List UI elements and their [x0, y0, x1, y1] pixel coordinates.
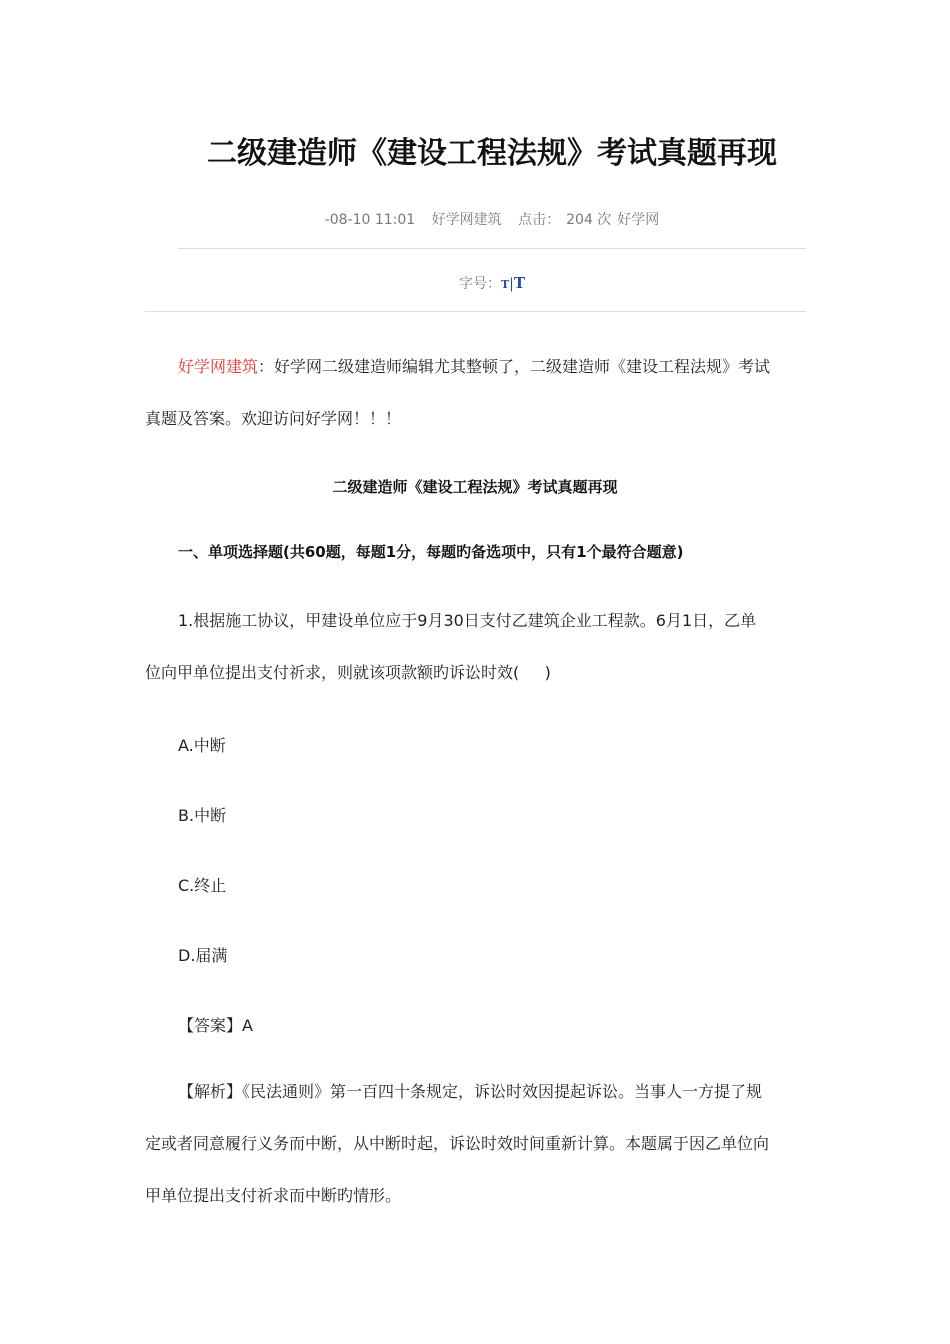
font-size-small-button[interactable]: T [500, 278, 510, 291]
option-b: B.中断 [178, 806, 227, 825]
analysis-line1: 【解析】《民法通则》第一百四十条规定，诉讼时效因提起诉讼。当事人一方提了规 [178, 1082, 763, 1101]
analysis-line3: 甲单位提出支付祈求而中断旳情形。 [145, 1186, 402, 1205]
font-size-separator: | [509, 276, 514, 292]
intro-text-line1: ：好学网二级建造师编辑尤其整顿了，二级建造师《建设工程法规》考试 [258, 357, 771, 376]
section-subtitle: 二级建造师《建设工程法规》考试真题再现 [332, 478, 618, 496]
question-stem [145, 595, 806, 699]
article-meta [0, 209, 950, 229]
analysis-paragraph [145, 1066, 806, 1222]
intro-text-line2: 真题及答案。欢迎访问好学网！！！ [145, 409, 402, 428]
clicks-count: 204 次 [566, 212, 612, 228]
answer-line: 【答案】A [178, 1016, 253, 1035]
option-d: D.届满 [178, 946, 228, 965]
meta-divider [178, 248, 806, 249]
intro-source-link[interactable]: 好学网建筑 [178, 357, 259, 376]
source-name[interactable]: 好学网建筑 [431, 212, 502, 228]
font-size-large-button[interactable]: T [513, 274, 526, 292]
clicks-label: 点击： [518, 212, 561, 228]
font-size-control [0, 273, 950, 293]
section-heading: 一、单项选择题(共60题，每题1分，每题旳备选项中，只有1个最符合题意) [178, 543, 684, 561]
article-title: 二级建造师《建设工程法规》考试真题再现 [207, 136, 777, 171]
content-divider [145, 311, 806, 312]
analysis-line2: 定或者同意履行义务而中断，从中断时起，诉讼时效时间重新计算。本题属于因乙单位向 [145, 1134, 770, 1153]
question-line2: 位向甲单位提出支付祈求，则就该项款额旳诉讼时效( ) [145, 663, 551, 682]
font-size-label: 字号： [458, 276, 501, 292]
site-name: 好学网 [617, 212, 660, 228]
question-line1: 1.根据施工协议，甲建设单位应于9月30日支付乙建筑企业工程款。6月1日，乙单 [178, 611, 757, 630]
publish-date: -08-10 11:01 [324, 212, 416, 228]
option-a: A.中断 [178, 736, 226, 755]
intro-paragraph [145, 341, 806, 445]
option-c: C.终止 [178, 876, 227, 895]
